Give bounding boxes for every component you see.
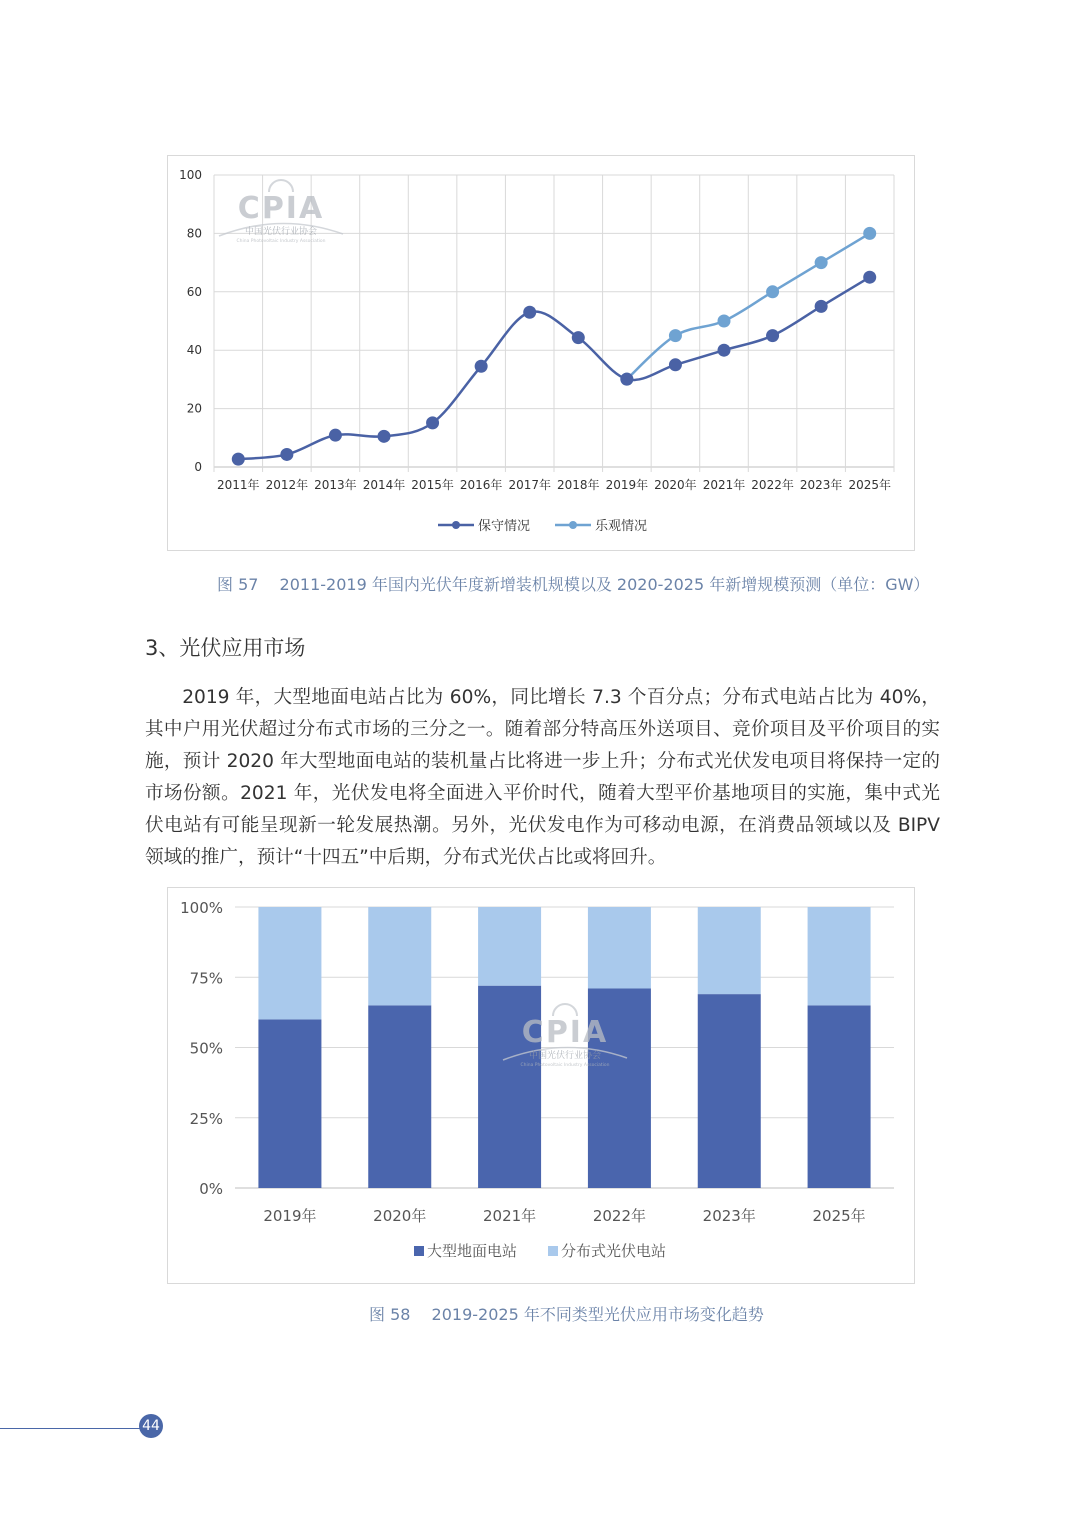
page-number: 44 bbox=[139, 1414, 163, 1438]
data-point-0 bbox=[815, 300, 828, 313]
logo-org-name: 中国光伏行业协会 bbox=[244, 227, 318, 237]
data-point-0 bbox=[620, 373, 633, 386]
x-tick-label: 2011年 bbox=[217, 478, 260, 492]
bar-segment-1 bbox=[478, 907, 541, 986]
bar-segment-1 bbox=[808, 907, 871, 1005]
x-tick-label: 2020年 bbox=[373, 1207, 427, 1225]
data-point-0 bbox=[232, 453, 245, 466]
bar-segment-1 bbox=[258, 907, 321, 1019]
x-tick-label: 2019年 bbox=[263, 1207, 317, 1225]
x-tick-label: 2021年 bbox=[702, 478, 746, 492]
legend-marker-0 bbox=[452, 521, 460, 529]
data-point-0 bbox=[329, 429, 342, 442]
logo-org-name: 中国光伏行业协会 bbox=[528, 1051, 602, 1061]
y-tick-label: 0 bbox=[194, 460, 202, 474]
x-tick-label: 2025年 bbox=[848, 478, 891, 492]
x-tick-label: 2017年 bbox=[508, 478, 551, 492]
data-point-0 bbox=[863, 271, 876, 284]
data-point-0 bbox=[378, 430, 391, 443]
data-point-1 bbox=[718, 315, 731, 328]
bar-segment-1 bbox=[588, 907, 651, 988]
y-tick-label: 40 bbox=[186, 343, 202, 358]
data-point-1 bbox=[669, 329, 682, 342]
section-heading: 3、光伏应用市场 bbox=[145, 636, 306, 660]
y-tick-label: 100% bbox=[180, 899, 223, 917]
body-paragraph: 2019 年，大型地面电站占比为 60%，同比增长 7.3 个百分点；分布式电站占比为 40%，其中户用光伏超过分布式市场的三分之一。随着部分特高压外送项目、竞价项目及平价项目的实施，预计 2020 年大型地面电站的装机量占比将进一步上升；分布式光伏发电项目将保持一定的市场份额。2021 年，光伏发电将全面进入平价时代，随着大型平价基地项目的实施，集中式光伏电站有可能呈现新一轮发展热潮。另外，光伏发电作为可移动电源，在消费品领域以及 BIPV 领域的推广，预计“十四五”中后期，分布式光伏占比或将回升。 bbox=[145, 687, 940, 868]
x-tick-label: 2015年 bbox=[411, 478, 454, 492]
data-point-1 bbox=[863, 227, 876, 240]
legend-label-1: 乐观情况 bbox=[595, 519, 648, 534]
bar-segment-1 bbox=[368, 907, 431, 1005]
figure-58-caption: 图 58 2019-2025 年不同类型光伏应用市场变化趋势 bbox=[369, 1305, 764, 1324]
logo-org-name-en: China Photovoltaic Industry Association bbox=[236, 239, 326, 244]
data-point-1 bbox=[815, 256, 828, 269]
line-chart bbox=[168, 156, 914, 550]
data-point-0 bbox=[718, 344, 731, 357]
line-chart-frame bbox=[167, 155, 915, 551]
x-tick-label: 2014年 bbox=[362, 478, 406, 492]
data-point-0 bbox=[426, 416, 439, 429]
data-point-0 bbox=[766, 329, 779, 342]
bar-segment-0 bbox=[258, 1019, 321, 1188]
legend-marker-1 bbox=[569, 521, 577, 529]
x-tick-label: 2025年 bbox=[812, 1207, 866, 1225]
x-tick-label: 2021年 bbox=[482, 1207, 537, 1225]
data-point-0 bbox=[669, 358, 682, 371]
x-tick-label: 2020年 bbox=[654, 478, 697, 492]
footer-rule bbox=[0, 1428, 142, 1429]
x-tick-label: 2023年 bbox=[799, 478, 843, 492]
x-tick-label: 2019年 bbox=[605, 478, 649, 492]
x-tick-label: 2018年 bbox=[557, 478, 600, 492]
figure-57-caption: 图 57 2011-2019 年国内光伏年度新增装机规模以及 2020-2025 年新增规模预测（单位：GW） bbox=[217, 575, 930, 594]
data-point-0 bbox=[280, 448, 293, 461]
x-tick-label: 2022年 bbox=[751, 478, 794, 492]
legend-label-0: 保守情况 bbox=[478, 519, 531, 534]
logo-org-name-en: China Photovoltaic Industry Association bbox=[520, 1063, 610, 1068]
logo-text: CPIA bbox=[521, 1015, 609, 1050]
y-tick-label: 0% bbox=[199, 1180, 223, 1198]
y-tick-label: 75% bbox=[189, 969, 223, 988]
logo-text: CPIA bbox=[237, 191, 325, 226]
y-tick-label: 80 bbox=[186, 226, 202, 241]
watermark-logo bbox=[219, 180, 343, 244]
legend-swatch-0 bbox=[414, 1246, 424, 1256]
bar-segment-0 bbox=[698, 994, 761, 1188]
data-point-1 bbox=[766, 285, 779, 298]
x-tick-label: 2023年 bbox=[702, 1207, 756, 1225]
y-tick-label: 60 bbox=[186, 284, 202, 299]
legend-label-0: 大型地面电站 bbox=[427, 1242, 518, 1260]
stacked-bar-chart-frame bbox=[167, 887, 915, 1284]
legend-swatch-1 bbox=[548, 1246, 558, 1256]
data-point-0 bbox=[475, 360, 488, 373]
y-tick-label: 25% bbox=[189, 1109, 223, 1128]
x-tick-label: 2013年 bbox=[314, 478, 357, 492]
data-point-0 bbox=[523, 306, 536, 319]
legend-label-1: 分布式光伏电站 bbox=[561, 1242, 667, 1260]
bar-segment-1 bbox=[698, 907, 761, 994]
stacked-bar-chart bbox=[168, 888, 914, 1283]
data-point-0 bbox=[572, 331, 585, 344]
bar-segment-0 bbox=[808, 1005, 871, 1188]
y-tick-label: 100 bbox=[179, 168, 202, 182]
x-tick-label: 2022年 bbox=[592, 1207, 647, 1225]
y-tick-label: 50% bbox=[189, 1039, 223, 1058]
bar-segment-0 bbox=[368, 1005, 431, 1188]
y-tick-label: 20 bbox=[186, 401, 202, 416]
x-tick-label: 2012年 bbox=[265, 478, 309, 492]
x-tick-label: 2016年 bbox=[459, 478, 503, 492]
